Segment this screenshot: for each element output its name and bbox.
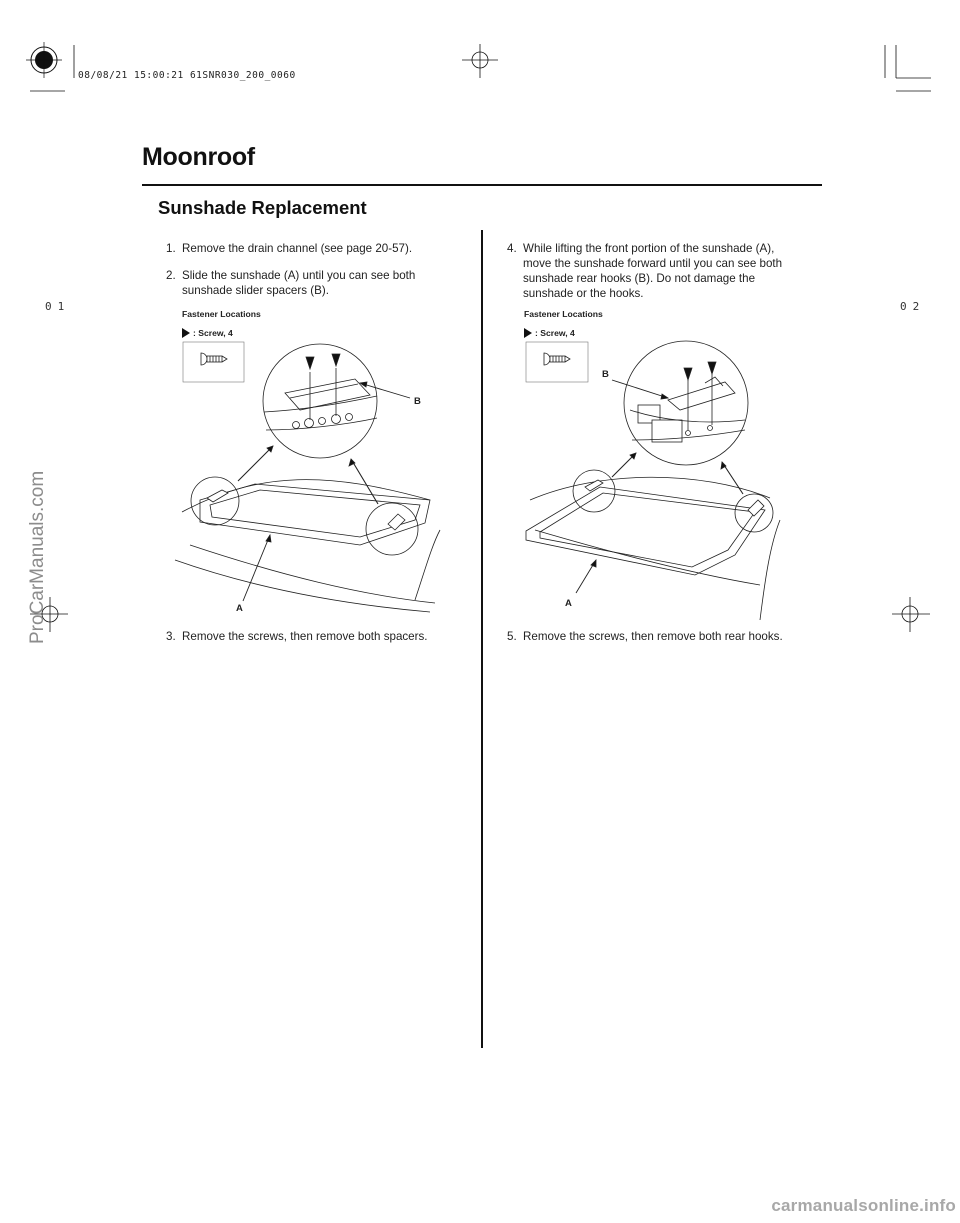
print-timestamp: 08/08/21 15:00:21 61SNR030_200_0060: [78, 70, 296, 81]
right-figure-artwork: [526, 341, 780, 620]
footer-site-link[interactable]: carmanualsonline.info: [771, 1196, 956, 1215]
step-text: While lifting the front portion of the sunshade (A),: [523, 242, 775, 255]
step-number: 2.: [166, 269, 176, 282]
page-number-left: 01: [45, 300, 71, 313]
step-number: 1.: [166, 242, 176, 255]
column-divider: [481, 230, 483, 1048]
step-number: 3.: [166, 630, 176, 643]
screw-legend-text: : Screw, 4: [193, 328, 233, 338]
crosshair-mark-icon: [30, 597, 930, 632]
step-text: move the sunshade forward until you can see both: [523, 257, 783, 270]
arrowhead-icon: [182, 328, 190, 338]
screw-icon: [544, 353, 570, 365]
step-text: Remove the screws, then remove both rear hooks.: [523, 630, 783, 643]
registration-mark-icon: [26, 42, 62, 78]
arrowhead-icon: [524, 328, 532, 338]
figure-caption: Fastener Locations: [524, 309, 603, 319]
section-title: Moonroof: [142, 143, 255, 171]
screw-legend: [182, 328, 233, 338]
screw-legend-text: : Screw, 4: [535, 328, 575, 338]
screw-icon: [201, 353, 227, 365]
step-4: [507, 241, 827, 301]
step-number: 4.: [507, 242, 517, 255]
watermark-text: ProCarManuals.com: [27, 470, 48, 644]
page-number-right: 02: [900, 300, 926, 313]
arrowhead-icon: [684, 362, 716, 380]
step-text: sunshade rear hooks (B). Do not damage the: [523, 272, 756, 285]
callout-a: A: [236, 603, 243, 614]
step-2: [166, 268, 476, 298]
figure-caption: Fastener Locations: [182, 309, 261, 319]
callout-b: B: [414, 396, 421, 407]
left-figure-artwork: [175, 342, 440, 612]
title-divider: [142, 184, 822, 186]
step-3: [166, 629, 476, 644]
callout-b: B: [602, 369, 609, 380]
procedure-title: Sunshade Replacement: [158, 197, 367, 218]
step-5: [507, 629, 827, 644]
step-text: sunshade or the hooks.: [523, 287, 644, 300]
step-number: 5.: [507, 630, 517, 643]
arrowhead-icon: [306, 354, 340, 369]
callout-a: A: [565, 598, 572, 609]
step-text: sunshade slider spacers (B).: [182, 284, 329, 297]
step-1: [166, 241, 476, 256]
step-text: Slide the sunshade (A) until you can see both: [182, 269, 416, 282]
screw-legend: [524, 328, 575, 338]
crosshair-mark-icon: [462, 44, 498, 78]
step-text: Remove the drain channel (see page 20-57).: [182, 242, 413, 255]
step-text: Remove the screws, then remove both spacers.: [182, 630, 428, 643]
